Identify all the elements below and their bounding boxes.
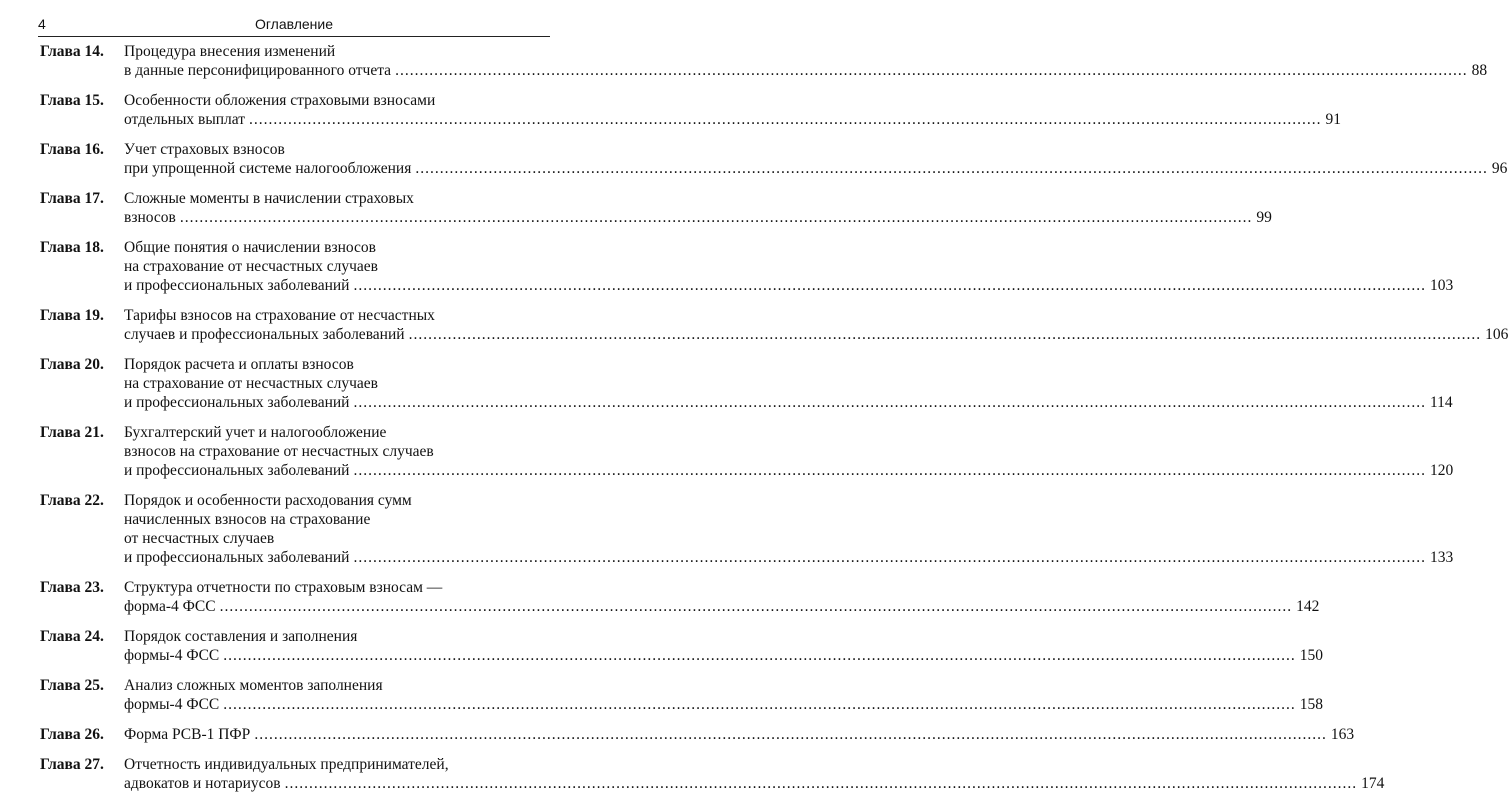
title-line: Структура отчетности по страховым взносам — bbox=[124, 579, 443, 596]
page-ref[interactable]: 88 bbox=[1471, 62, 1488, 79]
dot-leader: ............................................................................................................................................................................................................................ bbox=[254, 726, 1327, 743]
dot-leader: ............................................................................................................................................................................................................................ bbox=[408, 326, 1482, 343]
title-line: Форма РСВ-1 ПФР bbox=[124, 726, 251, 743]
chapter-title bbox=[124, 578, 1319, 616]
page-ref[interactable]: 150 bbox=[1299, 647, 1323, 664]
title-line: Процедура внесения изменений bbox=[124, 43, 336, 60]
title-line: форма-4 ФСС bbox=[124, 598, 216, 615]
title-last-line bbox=[124, 61, 1487, 80]
title-line: Порядок и особенности расходования сумм bbox=[124, 492, 412, 509]
title-line: и профессиональных заболеваний bbox=[124, 462, 350, 479]
title-line: от несчастных случаев bbox=[124, 530, 275, 547]
chapter-label: Глава 14. bbox=[40, 43, 104, 60]
chapter-label: Глава 20. bbox=[40, 356, 104, 373]
chapter-title bbox=[124, 238, 1453, 295]
title-last-line bbox=[124, 461, 1453, 480]
title-last-line bbox=[124, 695, 1323, 714]
table-of-contents bbox=[38, 42, 1508, 804]
title-line: Отчетность индивидуальных предпринимателей, bbox=[124, 756, 449, 773]
title-last-line bbox=[124, 646, 1323, 665]
chapter-label: Глава 24. bbox=[40, 628, 104, 645]
dot-leader: ............................................................................................................................................................................................................................ bbox=[353, 394, 1426, 411]
title-line: взносов на страхование от несчастных случаев bbox=[124, 443, 434, 460]
dot-leader: ............................................................................................................................................................................................................................ bbox=[395, 62, 1468, 79]
chapter-title bbox=[124, 306, 1508, 344]
title-last-line bbox=[124, 393, 1453, 412]
title-line: Учет страховых взносов bbox=[124, 141, 285, 158]
page-ref[interactable]: 120 bbox=[1429, 462, 1454, 479]
toc-entry bbox=[38, 725, 1355, 744]
title-line: Тарифы взносов на страхование от несчастных bbox=[124, 307, 435, 324]
title-line: Общие понятия о начислении взносов bbox=[124, 239, 376, 256]
chapter-title bbox=[124, 676, 1323, 714]
title-line: в данные персонифицированного отчета bbox=[124, 62, 392, 79]
toc-entry bbox=[38, 91, 1342, 129]
title-line: отдельных выплат bbox=[124, 111, 246, 128]
toc-entry bbox=[38, 140, 1508, 178]
dot-leader: ............................................................................................................................................................................................................................ bbox=[249, 111, 1322, 128]
running-header bbox=[38, 14, 550, 37]
chapter-label: Глава 23. bbox=[40, 579, 104, 596]
title-line: начисленных взносов на страхование bbox=[124, 511, 371, 528]
chapter-title bbox=[124, 189, 1272, 227]
header-title: Оглавление bbox=[254, 16, 334, 32]
chapter-label: Глава 17. bbox=[40, 190, 104, 207]
title-line: Бухгалтерский учет и налогообложение bbox=[124, 424, 387, 441]
page-ref[interactable]: 158 bbox=[1299, 696, 1323, 713]
dot-leader: ............................................................................................................................................................................................................................ bbox=[353, 462, 1426, 479]
dot-leader: ............................................................................................................................................................................................................................ bbox=[219, 598, 1293, 615]
toc-entry bbox=[38, 189, 1272, 227]
chapter-label: Глава 15. bbox=[40, 92, 104, 109]
dot-leader: ............................................................................................................................................................................................................................ bbox=[223, 696, 1296, 713]
dot-leader: ............................................................................................................................................................................................................................ bbox=[353, 277, 1426, 294]
chapter-title bbox=[124, 627, 1323, 665]
chapter-title bbox=[124, 91, 1341, 129]
dot-leader: ............................................................................................................................................................................................................................ bbox=[223, 647, 1296, 664]
page-ref[interactable]: 174 bbox=[1361, 775, 1385, 792]
page-ref[interactable]: 99 bbox=[1256, 209, 1272, 226]
page-number: 4 bbox=[38, 16, 46, 32]
title-last-line bbox=[124, 276, 1453, 295]
title-last-line bbox=[124, 208, 1272, 227]
page-ref[interactable]: 103 bbox=[1429, 277, 1454, 294]
title-line: Особенности обложения страховыми взносами bbox=[124, 92, 436, 109]
toc-entry bbox=[38, 491, 1454, 567]
title-line: Порядок составления и заполнения bbox=[124, 628, 358, 645]
title-line: формы-4 ФСС bbox=[124, 696, 220, 713]
title-line: взносов bbox=[124, 209, 176, 226]
title-last-line bbox=[124, 110, 1341, 129]
page-ref[interactable]: 163 bbox=[1330, 726, 1355, 743]
chapter-title bbox=[124, 755, 1384, 793]
chapter-label: Глава 16. bbox=[40, 141, 104, 158]
title-line: и профессиональных заболеваний bbox=[124, 277, 350, 294]
chapter-title bbox=[124, 355, 1453, 412]
title-last-line bbox=[124, 725, 1354, 744]
title-last-line bbox=[124, 597, 1319, 616]
chapter-title bbox=[124, 42, 1487, 80]
chapter-title bbox=[124, 725, 1354, 744]
chapter-title bbox=[124, 491, 1453, 567]
toc-entry bbox=[38, 676, 1323, 714]
toc-entry bbox=[38, 755, 1385, 793]
title-line: на страхование от несчастных случаев bbox=[124, 258, 378, 275]
toc-entry bbox=[38, 42, 1488, 80]
page-ref[interactable]: 96 bbox=[1491, 160, 1508, 177]
title-line: случаев и профессиональных заболеваний bbox=[124, 326, 405, 343]
page-ref[interactable]: 91 bbox=[1325, 111, 1342, 128]
chapter-label: Глава 27. bbox=[40, 756, 104, 773]
title-line: Анализ сложных моментов заполнения bbox=[124, 677, 383, 694]
title-line: и профессиональных заболеваний bbox=[124, 549, 350, 566]
title-last-line bbox=[124, 159, 1507, 178]
page-ref[interactable]: 114 bbox=[1429, 394, 1453, 411]
toc-entry bbox=[38, 306, 1508, 344]
page-ref[interactable]: 142 bbox=[1296, 598, 1320, 615]
title-last-line bbox=[124, 548, 1453, 567]
dot-leader: ............................................................................................................................................................................................................................ bbox=[284, 775, 1358, 792]
page-ref[interactable]: 106 bbox=[1485, 326, 1508, 343]
chapter-label: Глава 21. bbox=[40, 424, 104, 441]
chapter-title bbox=[124, 423, 1453, 480]
title-line: Порядок расчета и оплаты взносов bbox=[124, 356, 354, 373]
chapter-title bbox=[124, 140, 1507, 178]
dot-leader: ............................................................................................................................................................................................................................ bbox=[179, 209, 1253, 226]
page-ref[interactable]: 133 bbox=[1429, 549, 1454, 566]
title-last-line bbox=[124, 325, 1508, 344]
toc-entry bbox=[38, 355, 1453, 412]
toc-entry bbox=[38, 627, 1323, 665]
title-line: Сложные моменты в начислении страховых bbox=[124, 190, 414, 207]
chapter-label: Глава 25. bbox=[40, 677, 104, 694]
title-last-line bbox=[124, 774, 1384, 793]
chapter-label: Глава 26. bbox=[40, 726, 104, 743]
toc-entry bbox=[38, 423, 1454, 480]
title-line: адвокатов и нотариусов bbox=[124, 775, 281, 792]
chapter-label: Глава 19. bbox=[40, 307, 104, 324]
title-line: при упрощенной системе налогообложения bbox=[124, 160, 412, 177]
title-line: и профессиональных заболеваний bbox=[124, 394, 350, 411]
dot-leader: ............................................................................................................................................................................................................................ bbox=[353, 549, 1426, 566]
dot-leader: ............................................................................................................................................................................................................................ bbox=[415, 160, 1488, 177]
toc-entry bbox=[38, 238, 1454, 295]
toc-entry bbox=[38, 578, 1320, 616]
title-line: на страхование от несчастных случаев bbox=[124, 375, 378, 392]
chapter-label: Глава 22. bbox=[40, 492, 104, 509]
chapter-label: Глава 18. bbox=[40, 239, 104, 256]
title-line: формы-4 ФСС bbox=[124, 647, 220, 664]
